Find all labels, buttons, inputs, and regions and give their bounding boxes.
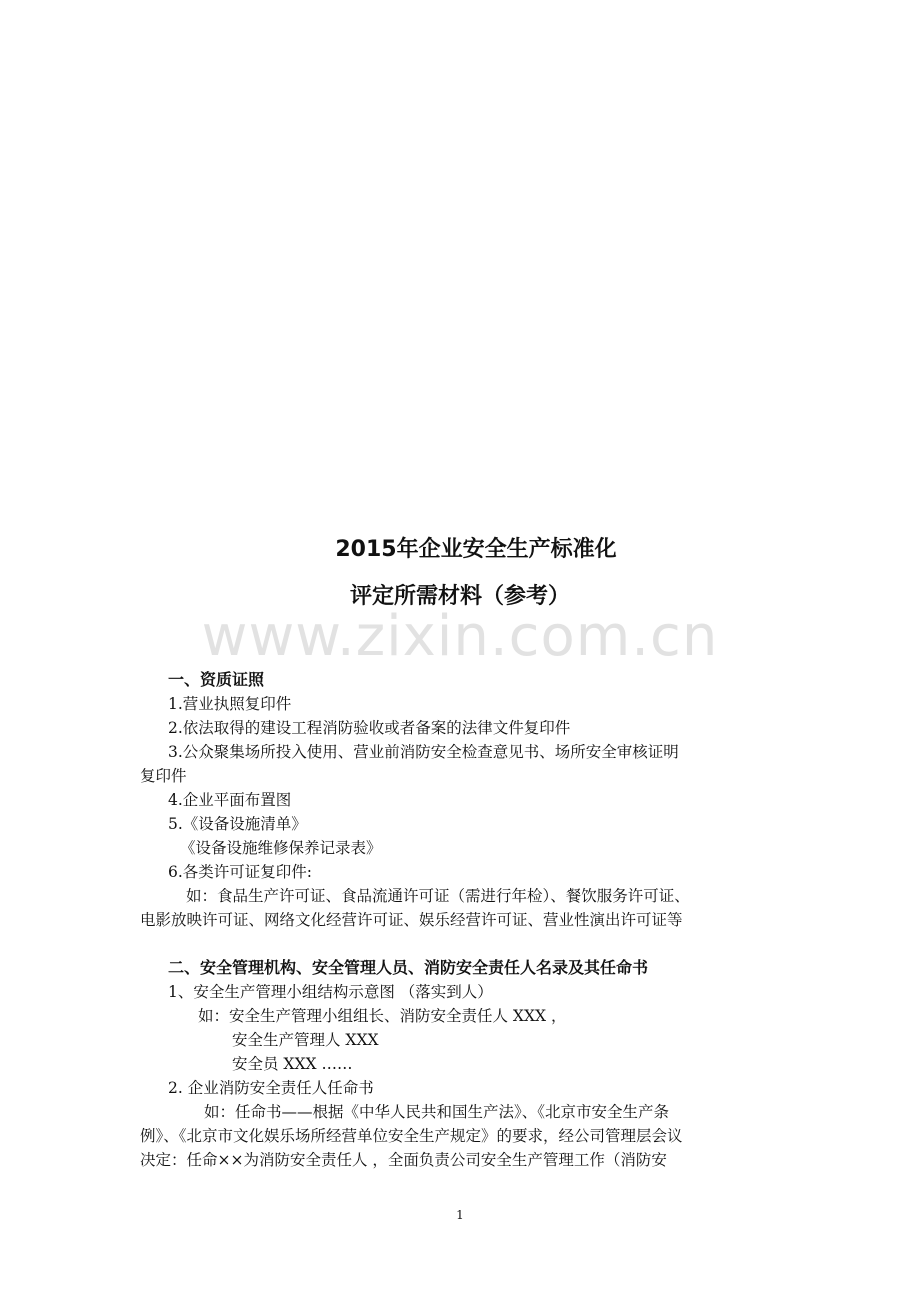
section-2-item-2: 2. 企业消防安全责任人任命书 <box>168 1079 374 1097</box>
section-2-item-1-example-3: 安全员 XXX …… <box>232 1055 353 1073</box>
section-1-item-6-example-line-1: 如：食品生产许可证、食品流通许可证（需进行年检）、餐饮服务许可证、 <box>186 887 690 905</box>
section-2-item-1-example-1: 如：安全生产管理小组组长、消防安全责任人 XXX ， <box>198 1007 567 1025</box>
section-1-item-5-sub: 《设备设施维修保养记录表》 <box>180 839 382 857</box>
section-1-item-6: 6.各类许可证复印件: <box>168 863 313 881</box>
page-number: 1 <box>456 1208 464 1222</box>
section-2-item-2-example-line-1: 如：任命书——根据《中华人民共和国生产法》、《北京市安全生产条 <box>204 1103 670 1121</box>
section-2-item-2-example-line-3: 决定：任命××为消防安全责任人 ，全面负责公司安全生产管理工作（消防安 <box>140 1151 667 1169</box>
watermark: www.zixin.com.cn <box>201 604 719 669</box>
section-1-item-3-line-1: 3.公众聚集场所投入使用、营业前消防安全检查意见书、场所安全审核证明 <box>168 743 679 761</box>
section-1-item-1: 1.营业执照复印件 <box>168 695 292 713</box>
section-2-item-1-example-2: 安全生产管理人 XXX <box>232 1031 379 1049</box>
section-1-heading: 一、资质证照 <box>168 670 265 689</box>
section-2-item-1: 1、安全生产管理小组结构示意图 （落实到人） <box>168 983 493 1001</box>
section-1-item-4: 4.企业平面布置图 <box>168 791 292 809</box>
section-2-item-2-example-line-2: 例》、《北京市文化娱乐场所经营单位安全生产规定》的要求，经公司管理层会议 <box>140 1127 683 1145</box>
document-title-line-1: 2015年企业安全生产标准化 <box>335 537 617 562</box>
section-1-item-5: 5.《设备设施清单》 <box>168 815 307 833</box>
document-title-line-2: 评定所需材料（参考） <box>349 584 570 609</box>
section-1-item-3-line-2: 复印件 <box>140 767 187 785</box>
section-1-item-6-example-line-2: 电影放映许可证、网络文化经营许可证、娱乐经营许可证、营业性演出许可证等 <box>140 911 683 929</box>
section-2-heading: 二、安全管理机构、安全管理人员、消防安全责任人名录及其任命书 <box>168 958 649 977</box>
section-1-item-2: 2.依法取得的建设工程消防验收或者备案的法律文件复印件 <box>168 719 571 737</box>
